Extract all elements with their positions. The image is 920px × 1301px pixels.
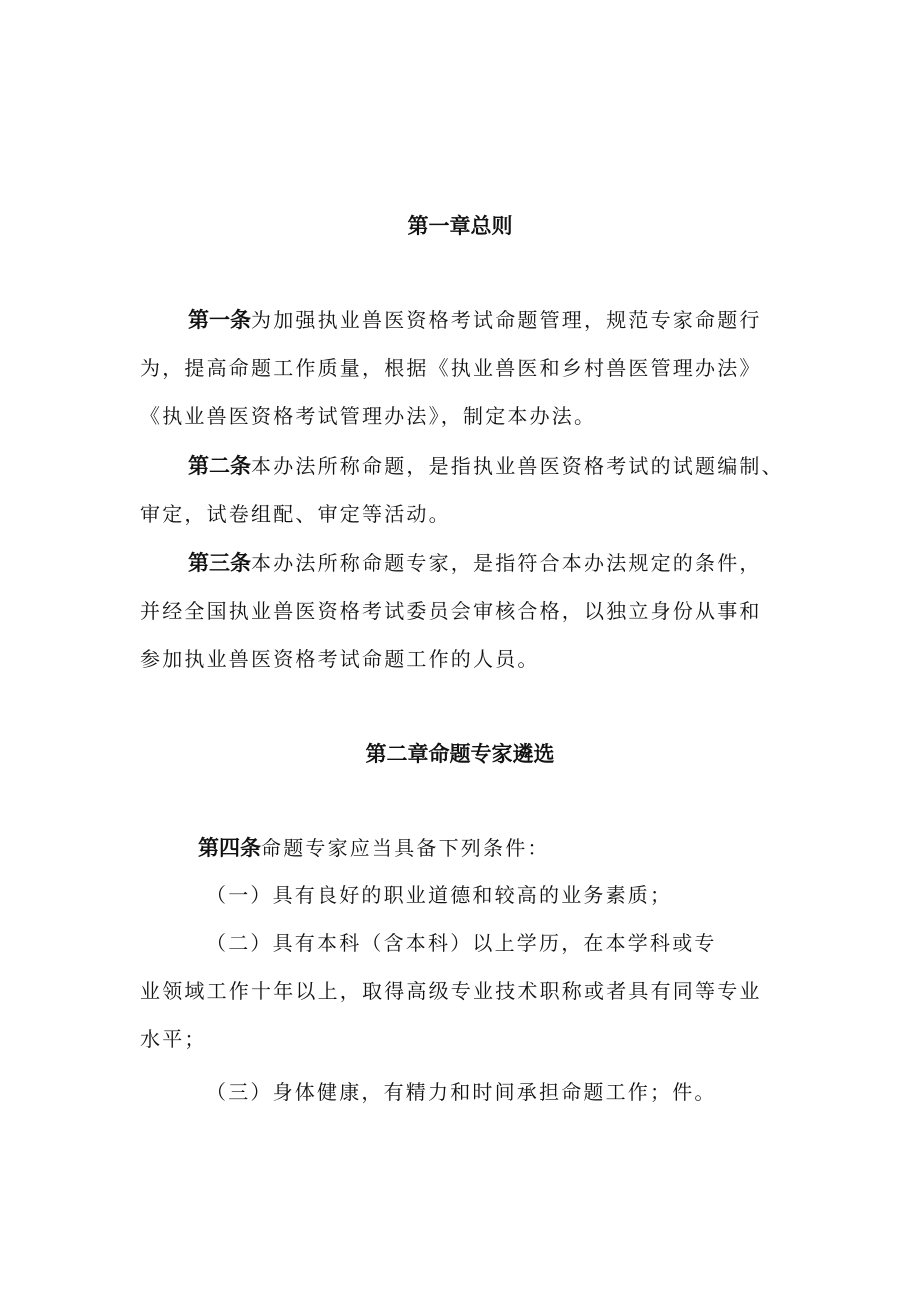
- article-4-label: 第四条: [198, 836, 261, 860]
- article-4-item-1: （一）具有良好的职业道德和较高的业务素质；: [206, 883, 673, 907]
- article-4-line-1: [198, 834, 550, 862]
- article-4-item-2-line-3: 水平；: [140, 1027, 207, 1051]
- chapter-1-title: 第一章总则: [407, 214, 513, 238]
- article-4-item-3: （三）身体健康，有精力和时间承担命题工作；件。: [206, 1080, 717, 1104]
- article-2-text-1: 本办法所称命题，是指执业兽医资格考试的试题编制、: [251, 454, 784, 478]
- article-4-item-2-line-2: 业领域工作十年以上，取得高级专业技术职称或者具有同等专业: [140, 979, 762, 1003]
- article-2-label: 第二条: [188, 454, 251, 478]
- article-4-item-2-line-1: （二）具有本科（含本科）以上学历，在本学科或专: [206, 931, 717, 955]
- article-4-text-1: 命题专家应当具备下列条件：: [261, 836, 550, 860]
- article-3-line-1: [188, 549, 762, 577]
- article-2-line-1: [188, 452, 784, 480]
- chapter-2-title: 第二章命题专家遴选: [365, 742, 555, 766]
- article-3-line-3: 参加执业兽医资格考试命题工作的人员。: [140, 647, 540, 671]
- article-3-label: 第三条: [188, 551, 251, 575]
- article-1-label: 第一条: [188, 308, 251, 332]
- article-1-line-1: [188, 306, 762, 334]
- article-1-line-3: 《执业兽医资格考试管理办法》，制定本办法。: [140, 404, 597, 428]
- article-3-line-2: 并经全国执业兽医资格考试委员会审核合格，以独立身份从事和: [140, 599, 762, 623]
- article-3-text-1: 本办法所称命题专家，是指符合本办法规定的条件，: [251, 551, 762, 575]
- article-2-line-2: 审定，试卷组配、审定等活动。: [140, 502, 451, 526]
- article-1-line-2: 为，提高命题工作质量，根据《执业兽医和乡村兽医管理办法》: [140, 356, 762, 380]
- article-1-text-1: 为加强执业兽医资格考试命题管理，规范专家命题行: [251, 308, 762, 332]
